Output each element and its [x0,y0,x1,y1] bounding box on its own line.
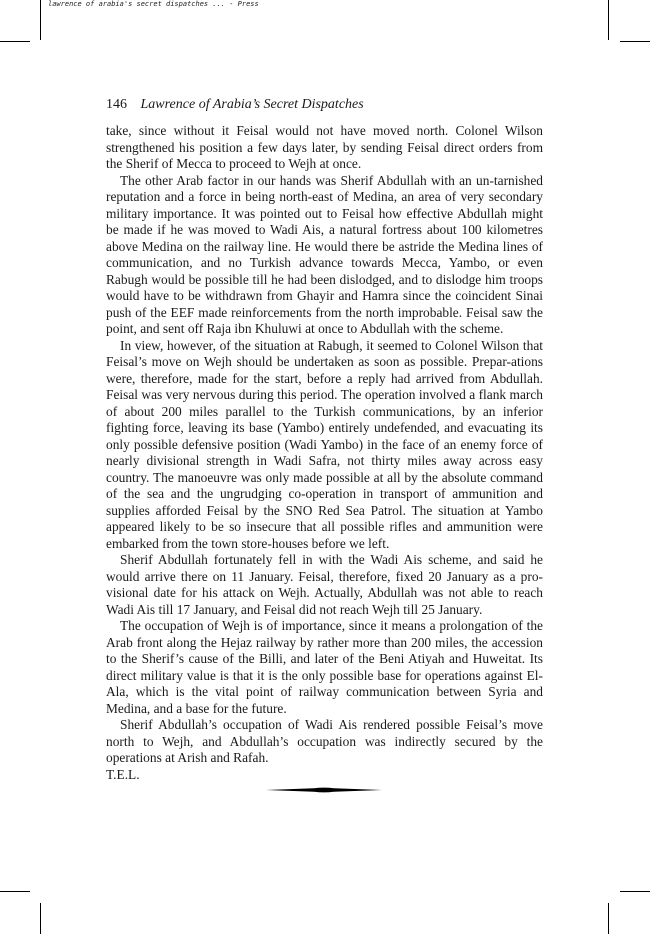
crop-mark-top-right-vertical [608,0,609,40]
end-ornament-rule [266,787,382,793]
page-number: 146 [106,97,127,112]
book-title: Lawrence of Arabia’s Secret Dispatches [140,97,364,112]
end-ornament-shape [266,788,382,793]
running-head [106,96,546,114]
paragraph: Sherif Abdullah fortunately fell in with the Wadi Ais scheme, and said he would arrive there on 11 January. Feisal, therefore, fixed 20 January as a pro-visional date for his attack on Wejh. Actually, Abdullah was not able to reach Wadi Ais till 17 January, and Feisal did not reach Wejh till 25 January. [106,552,543,617]
crop-mark-bottom-right-horizontal [620,891,650,892]
paragraph: The other Arab factor in our hands was Sherif Abdullah with an un-tarnished reputation and a force in being north-east of Medina, an area of very secondary military importance. It was pointed out to Feisal how effective Abdullah might be made if he was moved to Wadi Ais, a natural fortress about 100 kilometres above Medina on the railway line. He would there be astride the Medina lines of communication, and no Turkish advance towards Mecca, Yambo, or even Rabugh would be possible till he had been dislodged, and to dislodge him troops would have to be withdrawn from Ghayir and Hamra since the coincident Sinai push of the EEF made reinforcements from the north improbable. Feisal saw the point, and sent off Raja ibn Khuluwi at once to Abdullah with the scheme. [106,172,543,336]
paragraph: Sherif Abdullah’s occupation of Wadi Ais rendered possible Feisal’s move north to Wejh, and Abdullah’s occupation was indirectly secured by the operations at Arish and Rafah. [106,717,543,765]
crop-mark-bottom-left-vertical [40,903,41,934]
paragraph: In view, however, of the situation at Rabugh, it seemed to Colonel Wilson that Feisal’s move on Wejh should be undertaken as soon as possible. Prepar-ations were, therefore, made for the start, before a reply had arrived from Abdullah. Feisal was very nervous during this period. The operation involved a flank march of about 200 miles parallel to the Turkish communications, by an inferior fighting force, leaving its base (Yambo) entirely undefended, and evacuating its only possible defensive position (Wadi Yambo) in the face of an enemy force of nearly divisional strength in Wadi Safra, not thirty miles away across easy country. The manoeuvre was only made possible at all by the absolute command of the sea and the ungrudging co-operation in transport of ammunition and supplies afforded Feisal by the SNO Red Sea Patrol. The situation at Yambo appeared likely to be so insecure that all possible rifles and ammunition were embarked from the town store-houses before we left. [106,337,543,551]
body-text [106,123,543,783]
crop-mark-top-left-horizontal [0,41,30,42]
paragraph: The occupation of Wejh is of importance, since it means a prolongation of the Arab front along the Hejaz railway by rather more than 200 miles, the accession to the Sherif’s cause of the Billi, and later of the Beni Atiyah and Huweitat. Its direct military value is that it is the only possible base for operations against El-Ala, which is the vital point of railway communication between Syria and Medina, and a base for the future. [106,618,543,716]
crop-mark-top-right-horizontal [620,41,650,42]
signature: T.E.L. [106,766,140,782]
crop-mark-bottom-left-horizontal [0,891,30,892]
crop-mark-bottom-right-vertical [608,903,609,934]
crop-mark-top-left-vertical [40,0,41,40]
paragraph: take, since without it Feisal would not have moved north. Colonel Wilson strengthened his position a few days later, by sending Feisal direct orders from the Sherif of Mecca to proceed to Wejh at once. [106,123,543,171]
print-slug-line: lawrence of arabia's secret dispatches ... - Press [48,0,259,8]
